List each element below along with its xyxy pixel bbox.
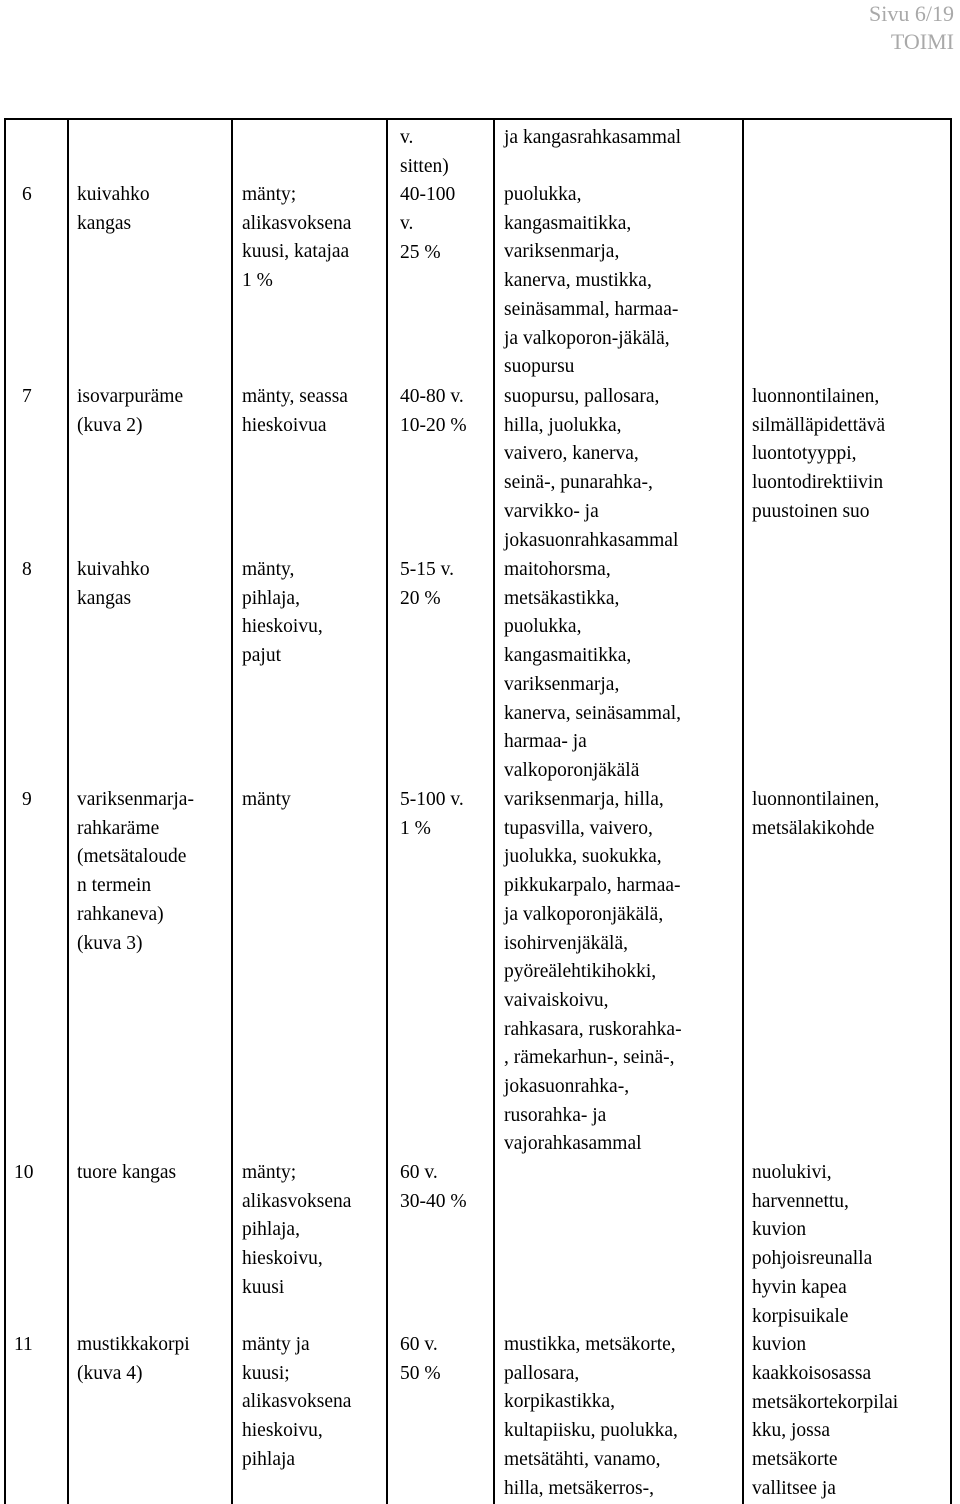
cell-line: 60 v.: [400, 1334, 438, 1355]
cell-line: mänty;: [242, 1162, 297, 1183]
cell-line: tupasvilla, vaivero,: [504, 817, 653, 839]
cell-line: mänty ja: [242, 1334, 310, 1355]
age-cover-cell: [400, 124, 455, 268]
age-cover-cell: [400, 556, 454, 613]
column-divider: [742, 120, 744, 1504]
cell-line: kangasmaitikka,: [504, 212, 632, 234]
cell-line: 40-80 v.: [400, 386, 464, 407]
row-number-cell: [22, 556, 32, 585]
cell-line: pohjoisreunalla: [752, 1248, 873, 1270]
cell-line: 11: [14, 1334, 33, 1355]
row-number-cell: [14, 1331, 33, 1360]
cell-line: 5-15 v.: [400, 559, 454, 580]
cell-line: 7: [22, 386, 32, 407]
notes-cell: [752, 383, 885, 527]
cell-line: luonnontilainen,: [752, 386, 880, 407]
cell-line: mustikka, metsäkorte,: [504, 1334, 676, 1355]
cell-line: rusorahka- ja: [504, 1104, 607, 1126]
cell-line: pajut: [242, 645, 281, 667]
cell-line: mänty,: [242, 559, 295, 580]
habitat-type-cell: [77, 1159, 176, 1188]
cell-line: metsäkorte: [752, 1449, 838, 1471]
cell-line: n termein: [77, 875, 152, 897]
cell-line: hieskoivu,: [242, 616, 323, 638]
species-cell: [504, 181, 678, 382]
column-divider: [67, 120, 69, 1504]
age-cover-cell: [400, 786, 464, 843]
cell-line: 5-100 v.: [400, 789, 464, 810]
species-cell: [504, 1331, 678, 1503]
cell-line: mänty: [242, 789, 291, 810]
cell-line: metsälakikohde: [752, 817, 875, 839]
cell-line: (metsätaloude: [77, 846, 187, 868]
cell-line: vajorahkasammal: [504, 1133, 642, 1155]
cell-line: pikkukarpalo, harmaa-: [504, 875, 681, 897]
cell-line: kangas: [77, 212, 132, 234]
column-divider: [231, 120, 233, 1504]
row-number-cell: [22, 383, 32, 412]
notes-cell: [752, 1159, 898, 1503]
cell-line: vaivaiskoivu,: [504, 989, 609, 1011]
cell-line: variksenmarja,: [504, 241, 620, 263]
cell-line: sitten): [400, 155, 449, 177]
cell-line: kuusi: [242, 1276, 285, 1298]
cell-line: 50 %: [400, 1362, 441, 1384]
cell-line: tuore kangas: [77, 1162, 177, 1183]
cell-line: jokasuonrahkasammal: [504, 529, 679, 551]
cell-line: 40-100: [400, 184, 456, 206]
cell-line: mustikkakorpi: [77, 1334, 190, 1355]
cell-line: (kuva 3): [77, 932, 143, 954]
cell-line: korpisuikale: [752, 1305, 849, 1327]
tree-stand-cell: [242, 181, 351, 296]
cell-line: varvikko- ja: [504, 500, 599, 522]
cell-line: hilla, metsäkerros-,: [504, 1477, 654, 1499]
cell-line: luontotyyppi,: [752, 443, 857, 465]
tree-stand-cell: [242, 383, 348, 440]
cell-line: pihlaja,: [242, 1219, 300, 1241]
notes-cell: [752, 786, 879, 843]
cell-line: kuusi, katajaa: [242, 241, 350, 263]
cell-line: 20 %: [400, 587, 441, 609]
cell-line: kanerva, seinäsammal,: [504, 702, 682, 724]
species-cell: [504, 556, 681, 786]
species-cell: [504, 383, 678, 555]
cell-line: 9: [22, 789, 32, 810]
inventory-table: [4, 118, 952, 1504]
species-cell: [504, 124, 681, 153]
cell-line: valkoporonjäkälä: [504, 759, 640, 781]
cell-line: mänty;: [242, 184, 297, 205]
cell-line: ja valkoporon-jäkälä,: [504, 327, 670, 349]
tree-stand-cell: [242, 786, 291, 815]
cell-line: mänty, seassa: [242, 386, 348, 407]
cell-line: , rämekarhun-, seinä-,: [504, 1047, 675, 1069]
cell-line: kuvion: [752, 1219, 807, 1241]
cell-line: 1 %: [400, 817, 431, 839]
age-cover-cell: [400, 1331, 441, 1388]
cell-line: isovarpuräme: [77, 386, 184, 407]
cell-line: (kuva 2): [77, 414, 143, 436]
cell-line: 10: [14, 1162, 34, 1183]
cell-line: alikasvoksena: [242, 1391, 352, 1413]
cell-line: kku, jossa: [752, 1420, 830, 1442]
cell-line: rahkaneva): [77, 903, 164, 925]
cell-line: kultapiisku, puolukka,: [504, 1420, 678, 1442]
habitat-type-cell: [77, 786, 194, 958]
cell-line: ja valkoporonjäkälä,: [504, 903, 664, 925]
cell-line: puolukka,: [504, 184, 582, 205]
cell-line: kaakkoisosassa: [752, 1362, 872, 1384]
cell-line: 25 %: [400, 241, 441, 263]
cell-line: hieskoivu,: [242, 1420, 323, 1442]
row-number-cell: [22, 786, 32, 815]
habitat-type-cell: [77, 556, 150, 613]
cell-line: variksenmarja,: [504, 673, 620, 695]
cell-line: hilla, juolukka,: [504, 414, 622, 436]
cell-line: kanerva, mustikka,: [504, 270, 652, 292]
cell-line: v.: [400, 127, 414, 148]
cell-line: kangasmaitikka,: [504, 645, 632, 667]
cell-line: (kuva 4): [77, 1362, 143, 1384]
cell-line: pyöreälehtikihokki,: [504, 961, 657, 983]
cell-line: vaivero, kanerva,: [504, 443, 639, 465]
cell-line: jokasuonrahka-,: [504, 1076, 630, 1098]
age-cover-cell: [400, 1159, 467, 1216]
cell-line: kangas: [77, 587, 132, 609]
cell-line: seinäsammal, harmaa-: [504, 298, 679, 320]
cell-line: metsätähti, vanamo,: [504, 1448, 661, 1470]
cell-line: puustoinen suo: [752, 500, 870, 522]
cell-line: kuivahko: [77, 184, 150, 205]
cell-line: suopursu: [504, 356, 575, 378]
cell-line: hieskoivu,: [242, 1248, 323, 1270]
cell-line: puolukka,: [504, 616, 582, 638]
cell-line: nuolukivi,: [752, 1162, 832, 1183]
cell-line: korpikastikka,: [504, 1391, 616, 1413]
cell-line: juolukka, suokukka,: [504, 846, 662, 868]
cell-line: vallitsee ja: [752, 1477, 836, 1499]
cell-line: rahkaräme: [77, 817, 160, 839]
cell-line: 10-20 %: [400, 414, 467, 436]
cell-line: v.: [400, 213, 414, 235]
cell-line: rahkasara, ruskorahka-: [504, 1018, 682, 1040]
row-number-cell: [14, 1159, 34, 1188]
cell-line: silmälläpidettävä: [752, 414, 886, 436]
cell-line: ja kangasrahkasammal: [504, 127, 682, 148]
cell-line: isohirvenjäkälä,: [504, 932, 628, 954]
species-cell: [504, 786, 682, 1159]
cell-line: kuivahko: [77, 559, 150, 580]
column-divider: [493, 120, 495, 1504]
tree-stand-cell: [242, 1159, 351, 1303]
cell-line: harvennettu,: [752, 1190, 849, 1212]
cell-line: suopursu, pallosara,: [504, 386, 660, 407]
column-divider: [386, 120, 388, 1504]
habitat-type-cell: [77, 1331, 190, 1388]
cell-line: 6: [22, 184, 32, 205]
page-number: Sivu 6/19: [869, 1, 954, 26]
cell-line: metsäkastikka,: [504, 587, 620, 609]
cell-line: hyvin kapea: [752, 1276, 847, 1298]
page-header: [869, 0, 954, 56]
cell-line: kuvion: [752, 1334, 807, 1356]
cell-line: luontodirektiivin: [752, 472, 884, 494]
cell-line: hieskoivua: [242, 414, 327, 436]
tree-stand-cell: [242, 1331, 351, 1475]
cell-line: 60 v.: [400, 1162, 438, 1183]
cell-line: 1 %: [242, 270, 273, 292]
cell-line: 8: [22, 559, 32, 580]
tree-stand-cell: [242, 556, 323, 671]
cell-line: pallosara,: [504, 1362, 580, 1384]
cell-line: harmaa- ja: [504, 731, 587, 753]
cell-line: pihlaja: [242, 1448, 296, 1470]
cell-line: variksenmarja-: [77, 789, 194, 810]
cell-line: maitohorsma,: [504, 559, 611, 580]
age-cover-cell: [400, 383, 467, 440]
cell-line: kuusi;: [242, 1362, 290, 1384]
row-number-cell: [22, 181, 32, 210]
habitat-type-cell: [77, 181, 150, 238]
cell-line: metsäkortekorpilai: [752, 1391, 899, 1413]
cell-line: variksenmarja, hilla,: [504, 789, 664, 810]
cell-line: alikasvoksena: [242, 212, 352, 234]
cell-line: seinä-, punarahka-,: [504, 472, 653, 494]
cell-line: luonnontilainen,: [752, 789, 880, 810]
habitat-type-cell: [77, 383, 183, 440]
cell-line: pihlaja,: [242, 587, 300, 609]
cell-line: 30-40 %: [400, 1190, 467, 1212]
organization-name: TOIMI: [890, 29, 954, 54]
cell-line: alikasvoksena: [242, 1190, 352, 1212]
